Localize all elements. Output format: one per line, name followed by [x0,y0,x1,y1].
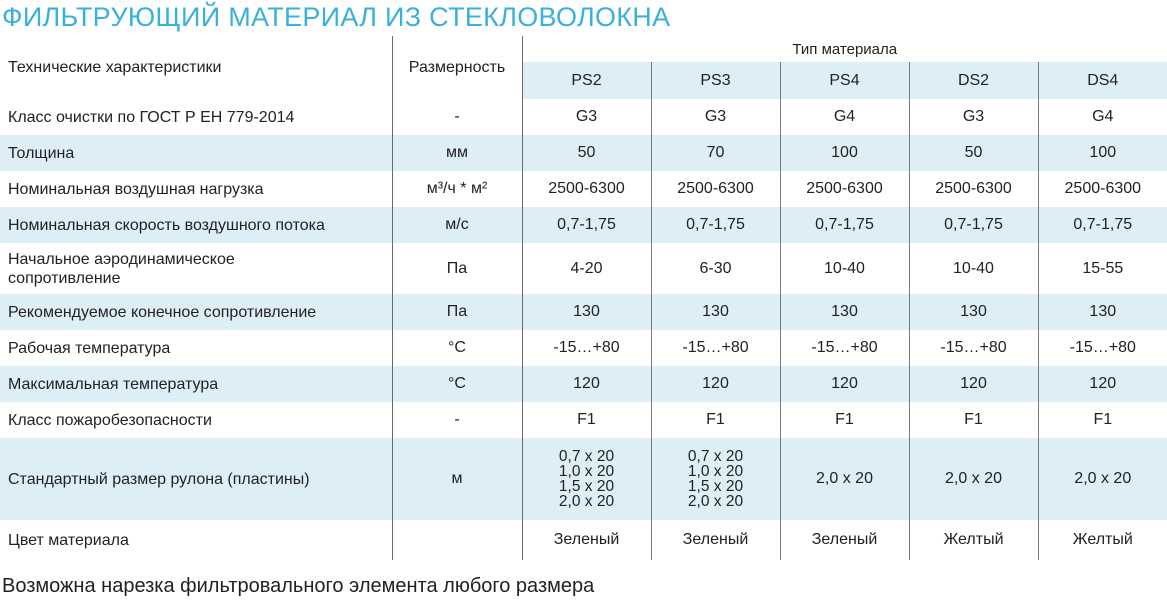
cell-value: 120 [651,366,780,402]
cell-value: 130 [1038,294,1167,330]
table-row [0,330,1167,366]
table-row [0,366,1167,402]
cell-value-sizes [651,438,780,520]
cell-value: G3 [522,99,651,135]
table-row [0,520,1167,560]
cell-value: 0,7-1,75 [522,207,651,243]
cell-value: F1 [1038,402,1167,438]
footer-note: Возможна нарезка фильтровального элемента любого размера [2,575,595,597]
cell-value: G4 [1038,99,1167,135]
header-characteristics: Технические характеристики [8,58,222,76]
cell-value: 0,7-1,75 [1038,207,1167,243]
cell-value: 0,7-1,75 [651,207,780,243]
header-material-ps3: PS3 [651,62,780,99]
row-label: Цвет материала [8,531,129,549]
table-row [0,99,1167,135]
row-label: Максимальная температура [0,366,392,402]
table-row [0,294,1167,330]
size-line: 1,0 х 20 [687,463,744,480]
cell-value: 130 [651,294,780,330]
row-label [0,243,392,294]
table-row [0,171,1167,207]
cell-value: -15…+80 [522,330,651,366]
cell-value: -15…+80 [909,330,1038,366]
size-line: 2,0 х 20 [558,493,615,510]
size-line: 1,5 х 20 [558,478,615,495]
cell-value: 6-30 [651,243,780,294]
cell-value: 120 [1038,366,1167,402]
cell-value: 130 [780,294,909,330]
row-unit: м/с [392,207,522,243]
row-label: Номинальная скорость воздушного потока [0,207,392,243]
cell-value: G4 [780,99,909,135]
cell-value: 10-40 [780,243,909,294]
row-unit: °C [392,366,522,402]
header-material-type: Тип материала [522,36,1167,62]
size-line: 0,7 х 20 [558,448,615,465]
row-label-line: сопротивление [8,269,121,287]
cell-value: 2500-6300 [780,171,909,207]
cell-value: 50 [909,135,1038,171]
cell-value: 120 [522,366,651,402]
cell-value: 100 [1038,135,1167,171]
row-label: Класс пожаробезопасности [8,411,212,429]
row-label: Класс очистки по ГОСТ Р ЕН 779-2014 [8,108,295,126]
cell-value: 15-55 [1038,243,1167,294]
header-material-ds4: DS4 [1038,62,1167,99]
table-row [0,243,1167,294]
cell-value: 2500-6300 [1038,171,1167,207]
table-row [0,207,1167,243]
row-unit: - [392,99,522,135]
row-label: Рекомендуемое конечное сопротивление [0,294,392,330]
row-unit [392,520,522,560]
header-material-ds2: DS2 [909,62,1038,99]
table-row [0,402,1167,438]
cell-value: -15…+80 [1038,330,1167,366]
cell-value: 2500-6300 [651,171,780,207]
row-unit: м [392,438,522,520]
cell-value: 50 [522,135,651,171]
cell-value: F1 [651,402,780,438]
row-unit: Па [392,243,522,294]
cell-value: F1 [909,402,1038,438]
cell-value: -15…+80 [651,330,780,366]
cell-value: 2,0 х 20 [1038,438,1167,520]
table-row [0,135,1167,171]
cell-value: Зеленый [522,520,651,560]
cell-value: 2500-6300 [909,171,1038,207]
cell-value: 4-20 [522,243,651,294]
cell-value: 0,7-1,75 [780,207,909,243]
cell-value: 130 [909,294,1038,330]
header-unit: Размерность [392,36,522,99]
row-unit: мм [392,135,522,171]
cell-value: 120 [909,366,1038,402]
cell-value: 100 [780,135,909,171]
row-label: Номинальная воздушная нагрузка [8,180,264,198]
specs-table [0,36,1167,560]
size-line: 1,0 х 20 [558,463,615,480]
size-line: 2,0 х 20 [687,493,744,510]
cell-value: 2,0 х 20 [909,438,1038,520]
cell-value: F1 [780,402,909,438]
cell-value: F1 [522,402,651,438]
row-label-line: Начальное аэродинамическое [8,250,235,268]
cell-value: Желтый [909,520,1038,560]
row-label: Толщина [0,135,392,171]
cell-value: 120 [780,366,909,402]
header-material-ps2: PS2 [522,62,651,99]
cell-value: G3 [651,99,780,135]
row-unit: Па [392,294,522,330]
cell-value: -15…+80 [780,330,909,366]
cell-value: 2500-6300 [522,171,651,207]
page-title: ФИЛЬТРУЮЩИЙ МАТЕРИАЛ ИЗ СТЕКЛОВОЛОКНА [2,2,671,32]
row-unit: м³/ч * м² [392,171,522,207]
row-label: Рабочая температура [8,339,171,357]
row-unit: - [392,402,522,438]
size-line: 0,7 х 20 [687,448,744,465]
cell-value: Зеленый [780,520,909,560]
row-label: Стандартный размер рулона (пластины) [0,438,392,520]
cell-value: 130 [522,294,651,330]
cell-value: Желтый [1038,520,1167,560]
cell-value: 2,0 х 20 [780,438,909,520]
cell-value: 70 [651,135,780,171]
cell-value: 0,7-1,75 [909,207,1038,243]
cell-value: 10-40 [909,243,1038,294]
cell-value-sizes [522,438,651,520]
cell-value: G3 [909,99,1038,135]
row-unit: °C [392,330,522,366]
table-row [0,438,1167,520]
header-material-ps4: PS4 [780,62,909,99]
size-line: 1,5 х 20 [687,478,744,495]
cell-value: Зеленый [651,520,780,560]
